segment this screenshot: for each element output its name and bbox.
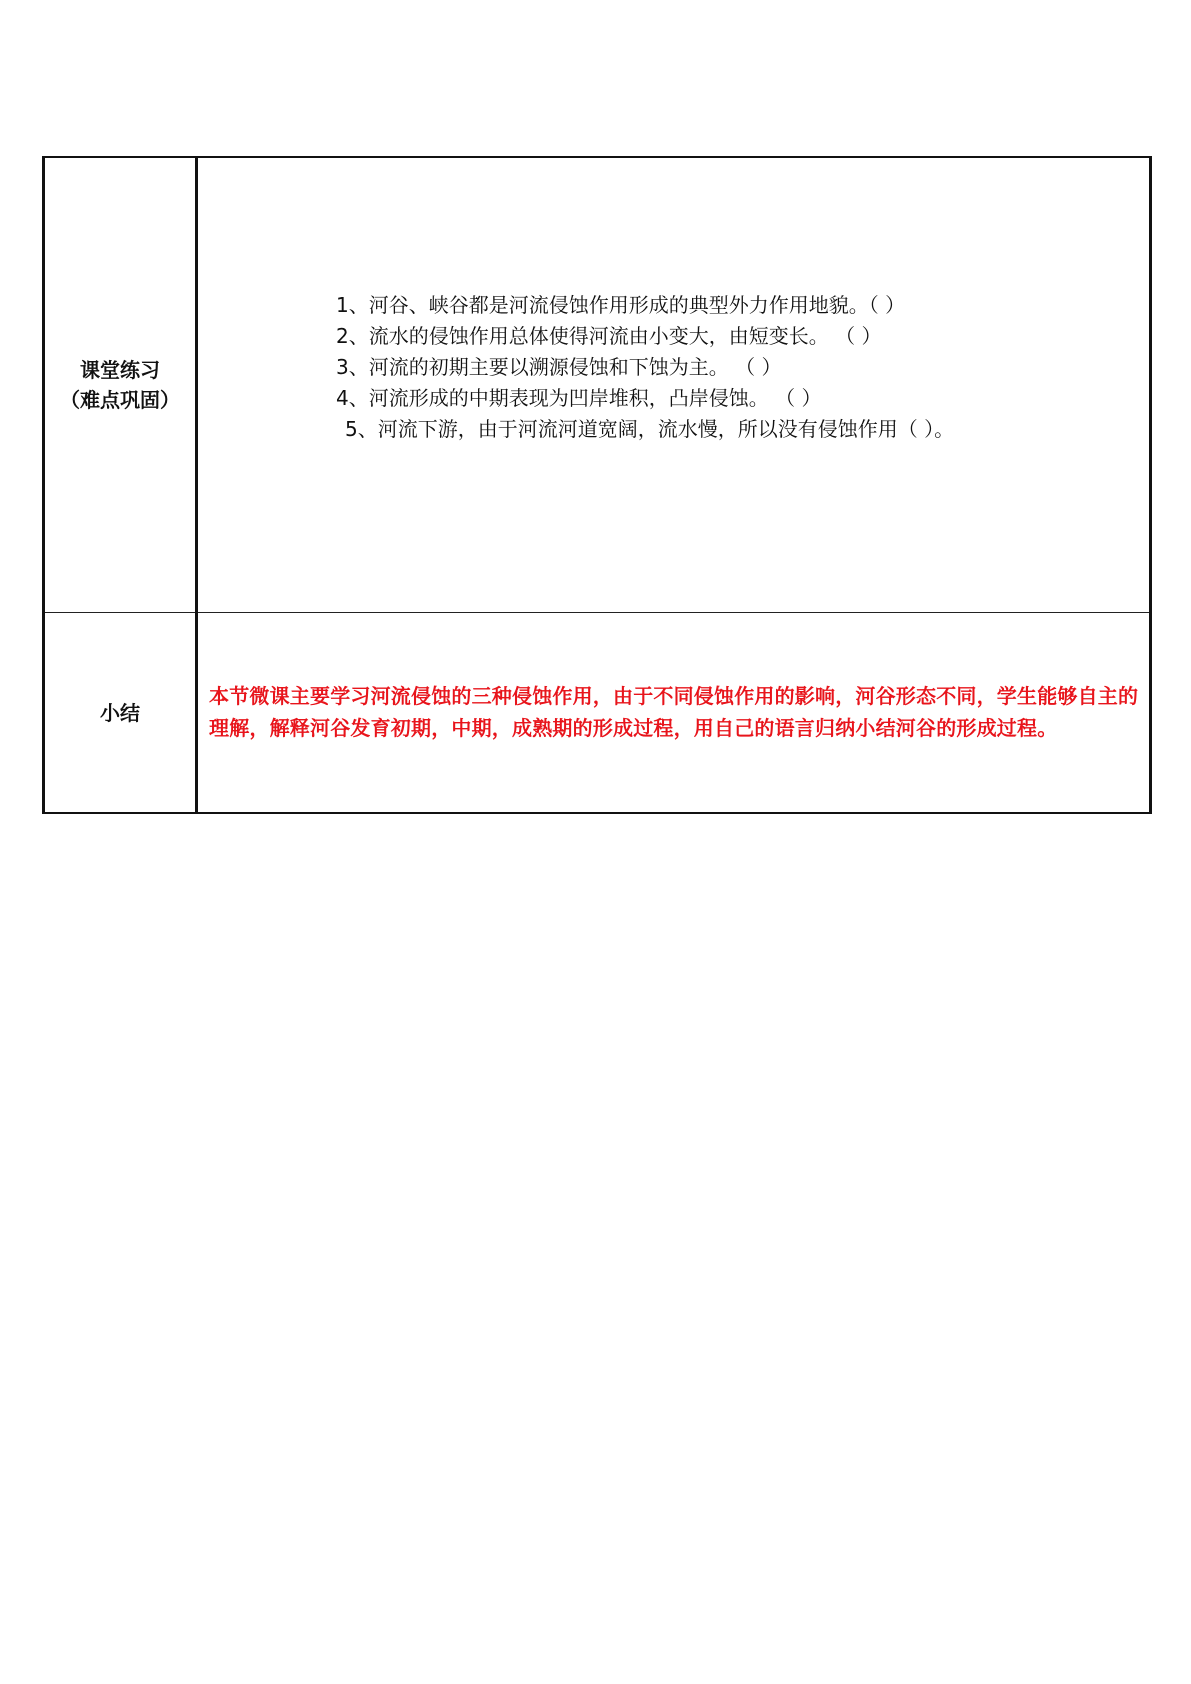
summary-content-cell (197, 613, 1151, 814)
lesson-table (42, 156, 1152, 814)
exercise-label-subtitle: （难点巩固） (60, 388, 180, 412)
question-item-5: 5、河流下游，由于河流河道宽阔，流水慢，所以没有侵蚀作用（ ）。 (345, 416, 955, 441)
summary-row (44, 613, 1151, 814)
exercise-content-cell (197, 157, 1151, 613)
question-list (198, 290, 1149, 445)
question-item-2: 2、流水的侵蚀作用总体使得河流由小变大，由短变长。 （ ） (336, 323, 882, 348)
question-item-4: 4、河流形成的中期表现为凹岸堆积，凸岸侵蚀。 （ ） (336, 385, 822, 410)
summary-label-cell (44, 613, 197, 814)
question-item-1: 1、河谷、峡谷都是河流侵蚀作用形成的典型外力作用地貌。（ ） (336, 292, 906, 317)
summary-text: 本节微课主要学习河流侵蚀的三种侵蚀作用，由于不同侵蚀作用的影响，河谷形态不同，学生能够自主的理解，解释河谷发育初期，中期，成熟期的形成过程，用自己的语言归纳小结河谷的形成过程。 (209, 683, 1139, 740)
exercise-row (44, 157, 1151, 613)
summary-label: 小结 (100, 700, 140, 725)
exercise-label-cell (44, 157, 197, 613)
question-item-3: 3、河流的初期主要以溯源侵蚀和下蚀为主。 （ ） (336, 354, 782, 379)
exercise-label-title: 课堂练习 (80, 358, 160, 382)
